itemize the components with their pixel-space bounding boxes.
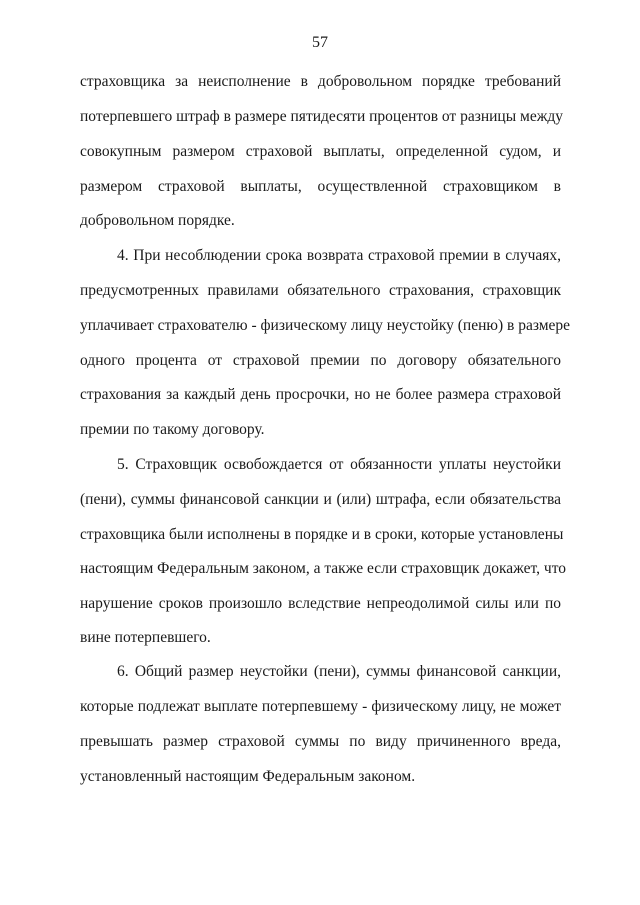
paragraph-2-line-6: премии по такому договору.	[80, 421, 265, 438]
paragraph-4-line-2: которые подлежат выплате потерпевшему - физическому лицу, не может	[80, 698, 561, 715]
paragraph-2-line-4: одного процента от страховой премии по договору обязательного	[80, 352, 561, 369]
paragraph-1-line-2: потерпевшего штраф в размере пятидесяти процентов от разницы между	[80, 108, 564, 125]
paragraph-3-line-3: страховщика были исполнены в порядке и в сроки, которые установлены	[80, 526, 564, 543]
paragraph-2-line-5: страхования за каждый день просрочки, но не более размера страховой	[80, 386, 561, 403]
paragraph-3-line-6: вине потерпевшего.	[80, 629, 211, 646]
paragraph-2-line-3: уплачивает страхователю - физическому лицу неустойку (пеню) в размере	[80, 317, 571, 334]
paragraph-4-line-3: превышать размер страховой суммы по виду причиненного вреда,	[80, 733, 561, 750]
paragraph-4-line-4: установленный настоящим Федеральным законом.	[80, 768, 416, 785]
paragraph-1-line-1: страховщика за неисполнение в добровольном порядке требований	[80, 73, 561, 90]
paragraph-3-line-5: нарушение сроков произошло вследствие непреодолимой силы или по	[80, 595, 561, 612]
paragraph-2-line-2: предусмотренных правилами обязательного страхования, страховщик	[80, 282, 561, 299]
paragraph-3-line-1: 5. Страховщик освобождается от обязанности уплаты неустойки	[117, 456, 561, 473]
paragraph-3-line-2: (пени), суммы финансовой санкции и (или) штрафа, если обязательства	[80, 491, 561, 508]
page-number: 57	[312, 34, 328, 51]
paragraph-3-line-4: настоящим Федеральным законом, а также если страховщик докажет, что	[80, 560, 567, 577]
paragraph-2-line-1: 4. При несоблюдении срока возврата страховой премии в случаях,	[117, 247, 561, 264]
paragraph-4-line-1: 6. Общий размер неустойки (пени), суммы финансовой санкции,	[117, 663, 561, 680]
paragraph-1-line-3: совокупным размером страховой выплаты, определенной судом, и	[80, 143, 561, 160]
paragraph-1-line-4: размером страховой выплаты, осуществленной страховщиком в	[80, 178, 561, 195]
paragraph-1-line-5: добровольном порядке.	[80, 212, 235, 229]
